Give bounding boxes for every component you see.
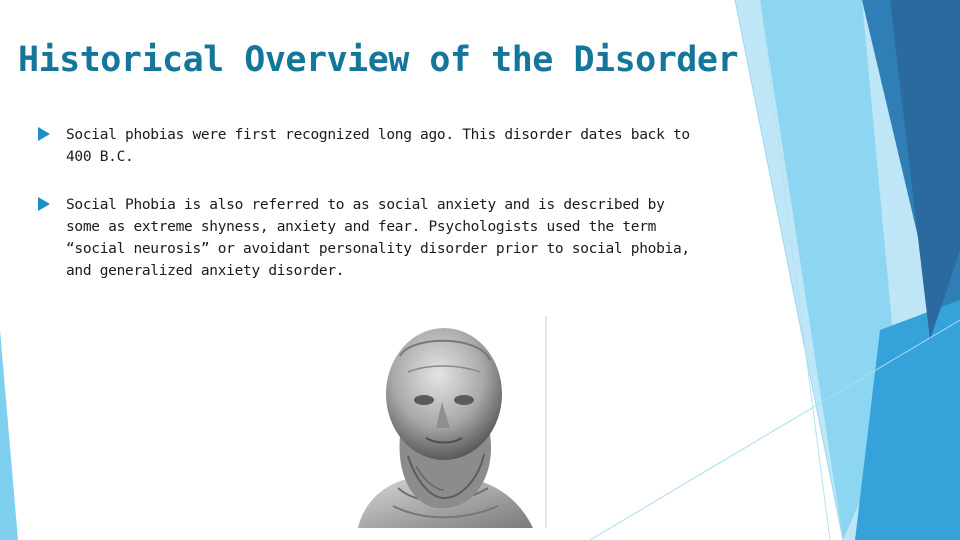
bullet-text: Social phobias were first recognized long ago. This disorder dates back to 400 B.C. xyxy=(66,127,690,165)
bullet-list xyxy=(38,124,698,308)
bullet-text: Social Phobia is also referred to as social anxiety and is described by some as extreme shyness, anxiety and fear. Psychologists used the term “social neurosis” or avoidant personality disorder prior to social phobia, and generalized anxiety disorder. xyxy=(66,197,690,279)
left-accent-shape xyxy=(0,330,18,540)
bullet-item xyxy=(38,124,698,168)
bullet-arrow-icon xyxy=(38,127,50,141)
bust-portrait-icon xyxy=(338,316,550,528)
bullet-arrow-icon xyxy=(38,197,50,211)
bullet-item xyxy=(38,194,698,282)
slide-title: Historical Overview of the Disorder xyxy=(18,40,739,80)
